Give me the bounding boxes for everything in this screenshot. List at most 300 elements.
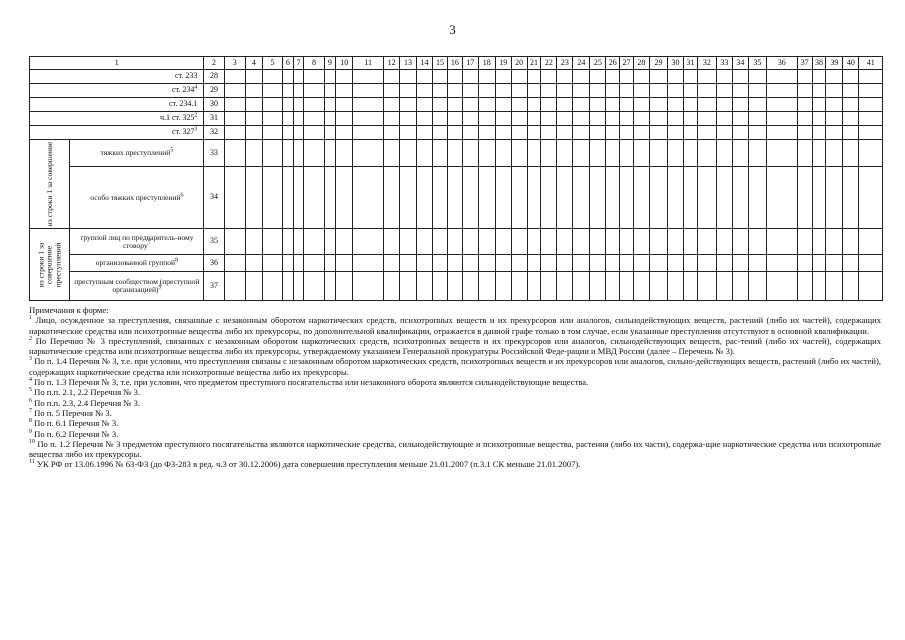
data-cell [304,84,324,98]
data-cell [573,167,590,229]
data-cell [224,255,245,272]
page-number: 3 [449,22,456,37]
data-cell [293,140,304,167]
data-cell [478,272,495,301]
data-cell [245,70,262,84]
data-cell [527,167,541,229]
data-cell [606,255,620,272]
data-cell [400,98,417,112]
data-cell [859,255,883,272]
row-number: 33 [204,140,224,167]
data-cell [590,167,606,229]
data-cell [859,167,883,229]
data-cell [812,126,826,140]
data-cell [557,98,573,112]
data-cell [826,229,843,255]
header-cell: 20 [511,57,527,70]
data-cell [384,112,400,126]
data-cell [697,112,716,126]
data-cell [606,272,620,301]
data-cell [633,167,649,229]
data-cell [649,112,667,126]
row-label [30,112,204,126]
data-cell [683,84,697,98]
data-cell [384,84,400,98]
row-label [70,167,204,229]
data-cell [353,255,384,272]
data-cell [336,126,353,140]
data-cell [620,229,634,255]
data-cell [283,126,294,140]
data-cell [224,126,245,140]
table-row [30,272,883,301]
data-cell [433,255,448,272]
data-cell [620,84,634,98]
data-cell [417,112,433,126]
data-cell [541,140,557,167]
data-cell [336,84,353,98]
data-cell [353,140,384,167]
row-label-text: ч.1 ст. 325 [159,113,195,123]
data-cell [748,272,766,301]
data-cell [606,112,620,126]
data-cell [633,84,649,98]
header-cell: 40 [843,57,859,70]
data-cell [262,98,282,112]
data-cell [633,98,649,112]
data-cell [766,70,797,84]
data-cell [495,229,511,255]
data-cell [766,126,797,140]
row-label [70,229,204,255]
data-cell [283,70,294,84]
data-cell [797,112,812,126]
data-cell [224,272,245,301]
data-cell [417,167,433,229]
data-cell [590,255,606,272]
data-cell [859,84,883,98]
data-cell [541,272,557,301]
data-cell [262,70,282,84]
data-cell [573,272,590,301]
data-cell [812,140,826,167]
data-cell [557,84,573,98]
data-cell [527,140,541,167]
data-cell [495,126,511,140]
data-cell [293,167,304,229]
data-cell [262,84,282,98]
data-cell [262,229,282,255]
note-text: По п. 1.2 Перечня № 3 предметом преступного посягательства являются наркотические средства, сильнодействующие и психотропные вещества, растения (либо их части), содержа-щие наркотические средства или психотропные вещества либо их прекурсоры. [29,438,881,460]
data-cell [826,84,843,98]
data-cell [797,84,812,98]
data-cell [716,140,732,167]
data-cell [826,126,843,140]
data-cell [843,229,859,255]
row-label [30,98,204,112]
data-cell [324,255,336,272]
data-cell [697,140,716,167]
data-cell [283,167,294,229]
data-cell [826,167,843,229]
data-cell [649,167,667,229]
data-cell [667,126,683,140]
data-cell [511,272,527,301]
data-cell [590,112,606,126]
data-cell [683,126,697,140]
data-cell [433,126,448,140]
footnote-ref: 3 [194,126,198,133]
data-cell [843,70,859,84]
data-cell [511,167,527,229]
data-cell [447,255,462,272]
header-cell: 1 [30,57,204,70]
data-cell [511,229,527,255]
row-label [30,126,204,140]
note-item [29,356,881,377]
data-cell [633,229,649,255]
header-cell: 38 [812,57,826,70]
data-cell [557,229,573,255]
data-cell [620,255,634,272]
data-cell [812,272,826,301]
data-cell [433,112,448,126]
data-cell [262,140,282,167]
notes-list [29,315,881,469]
header-cell: 12 [384,57,400,70]
note-number: 8 [29,418,32,425]
note-item [29,315,881,336]
data-cell [433,140,448,167]
data-cell [527,98,541,112]
data-cell [245,229,262,255]
footnote-ref: 6 [180,192,184,199]
header-cell: 34 [732,57,748,70]
data-cell [384,167,400,229]
table-row [30,112,883,126]
table-row [30,140,883,167]
data-cell [353,229,384,255]
data-cell [462,84,478,98]
data-cell [732,229,748,255]
data-cell [511,140,527,167]
data-cell [400,112,417,126]
data-cell [384,98,400,112]
data-cell [304,229,324,255]
data-cell [336,70,353,84]
data-cell [683,140,697,167]
data-cell [732,98,748,112]
note-text: УК РФ от 13.06.1996 № 63-ФЗ (до ФЗ-283 в ред. ч.3 от 30.12.2006) дата совершения преступления меньше 21.01.2007 (п.3.1 СК меньше 21.01.2007). [36,459,581,470]
table-row [30,126,883,140]
data-cell [683,70,697,84]
data-cell [527,70,541,84]
data-cell [557,167,573,229]
data-cell [697,70,716,84]
note-number: 6 [29,397,32,404]
data-cell [262,126,282,140]
data-cell [620,112,634,126]
data-cell [843,84,859,98]
data-cell [541,167,557,229]
data-cell [447,98,462,112]
data-cell [766,167,797,229]
data-cell [573,140,590,167]
note-number: 10 [29,439,35,445]
row-number: 37 [204,272,224,301]
data-cell [766,112,797,126]
data-cell [324,229,336,255]
data-cell [495,167,511,229]
data-cell [417,98,433,112]
data-cell [859,112,883,126]
data-cell [557,70,573,84]
data-cell [697,126,716,140]
data-cell [649,255,667,272]
data-cell [245,126,262,140]
note-number: 4 [29,377,32,384]
data-cell [353,126,384,140]
data-cell [620,70,634,84]
data-cell [224,229,245,255]
data-cell [324,140,336,167]
footnote-ref: 5 [170,147,174,154]
data-cell [478,255,495,272]
data-cell [478,70,495,84]
note-item [29,439,881,460]
data-cell [620,272,634,301]
data-cell [245,84,262,98]
row-label-text: особо тяжких преступлений [90,192,181,202]
note-text: По п.п. 2.3, 2.4 Перечня № 3. [34,397,141,408]
data-cell [859,140,883,167]
data-cell [495,98,511,112]
data-cell [495,140,511,167]
header-cell: 35 [748,57,766,70]
note-text: Лицо, осужденное за преступления, связанные с незаконным оборотом наркотических средств, психотропных веществ и их прекурсоров или аналогов, сильнодействующих веществ, растений (либо их частей), содержащих наркотические средства или психотропные вещества либо их прекурсоры, по дополнительной квалификации, отражается в данной графе только в том случае, если указанные преступления отсутствуют в основной квалификации. [29,315,881,336]
data-cell [400,70,417,84]
data-cell [620,98,634,112]
data-cell [293,84,304,98]
data-cell [478,140,495,167]
data-cell [649,84,667,98]
data-cell [417,229,433,255]
data-cell [262,272,282,301]
header-cell: 32 [697,57,716,70]
footnote-ref: 8 [175,257,179,264]
data-cell [683,229,697,255]
data-cell [812,98,826,112]
data-cell [293,98,304,112]
data-cell [245,112,262,126]
data-cell [557,126,573,140]
data-cell [353,112,384,126]
header-cell: 27 [620,57,634,70]
data-cell [812,70,826,84]
data-cell [511,112,527,126]
note-item [29,459,881,469]
data-cell [859,98,883,112]
data-cell [748,140,766,167]
note-text: По п. 6.1 Перечня № 3. [34,418,119,429]
data-cell [620,126,634,140]
data-cell [843,98,859,112]
data-cell [527,84,541,98]
data-cell [697,255,716,272]
note-item [29,398,881,408]
data-cell [649,126,667,140]
data-cell [541,126,557,140]
data-cell [400,84,417,98]
data-cell [293,229,304,255]
data-cell [748,112,766,126]
data-cell [716,126,732,140]
group-label-text: из строки 1 за совершение преступлений [36,242,62,287]
data-cell [224,112,245,126]
data-cell [697,229,716,255]
data-cell [667,84,683,98]
data-cell [748,84,766,98]
data-cell [541,98,557,112]
data-cell [224,98,245,112]
data-cell [667,229,683,255]
data-cell [433,70,448,84]
header-cell: 19 [495,57,511,70]
data-cell [324,112,336,126]
data-cell [667,112,683,126]
data-cell [606,167,620,229]
header-cell: 28 [633,57,649,70]
data-cell [336,167,353,229]
table-row [30,70,883,84]
data-cell [697,98,716,112]
data-cell [649,140,667,167]
data-cell [797,167,812,229]
data-cell [336,272,353,301]
data-cell [304,70,324,84]
row-label-text: преступным сообществом (преступной организацией) [74,277,200,294]
group-label-text: из строки 1 за совершение [44,141,54,227]
data-cell [433,167,448,229]
data-cell [812,255,826,272]
data-cell [667,272,683,301]
data-cell [683,167,697,229]
data-cell [766,98,797,112]
table-row [30,98,883,112]
data-cell [495,84,511,98]
data-cell [353,272,384,301]
header-cell: 17 [462,57,478,70]
data-cell [812,112,826,126]
data-cell [447,140,462,167]
data-cell [573,255,590,272]
data-cell [766,272,797,301]
data-cell [417,70,433,84]
header-cell: 22 [541,57,557,70]
header-cell: 11 [353,57,384,70]
data-cell [766,140,797,167]
data-cell [590,126,606,140]
report-form-table [29,56,883,301]
footnote-ref: 2 [194,112,198,119]
data-cell [606,229,620,255]
data-cell [304,140,324,167]
row-label-text: группой лиц по предваритель-ному сговору [80,232,194,250]
data-cell [283,140,294,167]
data-cell [633,112,649,126]
data-cell [826,112,843,126]
data-cell [293,272,304,301]
header-cell: 6 [283,57,294,70]
data-cell [283,255,294,272]
header-cell: 23 [557,57,573,70]
data-cell [511,255,527,272]
row-label-text: ст. 233 [174,71,198,81]
header-cell: 8 [304,57,324,70]
data-cell [324,272,336,301]
data-cell [590,98,606,112]
data-cell [324,70,336,84]
header-cell: 33 [716,57,732,70]
note-number: 7 [29,408,32,415]
data-cell [683,98,697,112]
data-cell [478,112,495,126]
data-cell [353,167,384,229]
data-cell [245,140,262,167]
data-cell [606,70,620,84]
data-cell [400,272,417,301]
data-cell [826,98,843,112]
data-cell [447,70,462,84]
data-cell [293,70,304,84]
row-number: 36 [204,255,224,272]
data-cell [462,70,478,84]
data-cell [462,255,478,272]
note-text: По п. 6.2 Перечня № 3. [34,428,119,439]
data-cell [262,167,282,229]
data-cell [462,126,478,140]
data-cell [859,229,883,255]
data-cell [293,126,304,140]
data-cell [859,70,883,84]
data-cell [511,84,527,98]
row-label-text: организованной группой [95,258,176,268]
data-cell [433,229,448,255]
data-cell [478,126,495,140]
note-number: 1 [29,315,32,322]
header-cell: 36 [766,57,797,70]
data-cell [283,272,294,301]
data-cell [293,112,304,126]
header-cell: 16 [447,57,462,70]
data-cell [384,126,400,140]
data-cell [649,229,667,255]
data-cell [527,229,541,255]
data-cell [353,84,384,98]
data-cell [732,140,748,167]
header-cell: 14 [417,57,433,70]
data-cell [495,70,511,84]
data-cell [541,70,557,84]
data-cell [716,84,732,98]
header-cell: 31 [683,57,697,70]
data-cell [400,167,417,229]
note-number: 11 [29,459,35,466]
data-cell [417,255,433,272]
data-cell [859,126,883,140]
data-cell [324,98,336,112]
data-cell [224,140,245,167]
